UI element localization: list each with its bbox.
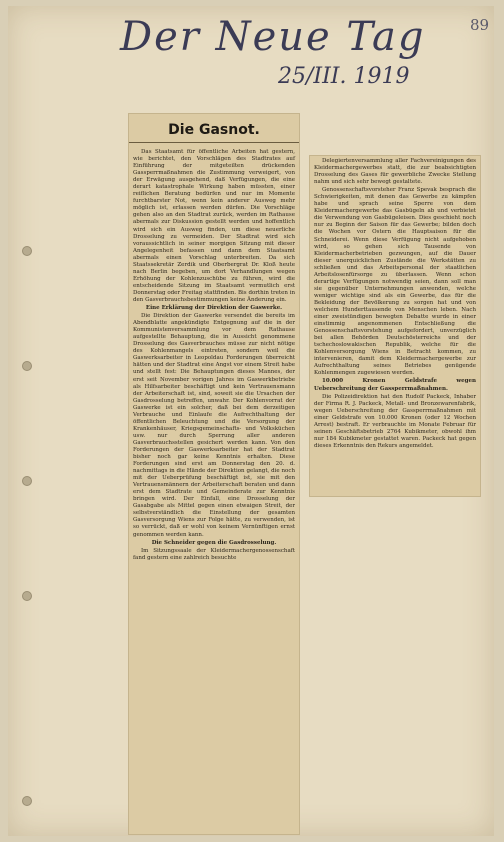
- punch-hole: [22, 361, 32, 371]
- article-subheading: 10.000 Kronen Geldstrafe wegen Ueberschreitung der Gassperrmaßnahmen.: [314, 378, 476, 392]
- archival-page: [8, 6, 494, 836]
- article-title: Die Gasnot.: [129, 122, 299, 143]
- article-paragraph: Die Polizeidirektion hat den Rudolf Packeck, Inhaber der Firma R. J. Packeck, Metall- und Bronzewarenfabrik, wegen Ueberschreitung der Gassperrmaßnahmen mit einer Geldstrafe von 10.000 Kronen (oder 12 Wochen Arrest) bestraft. Er verbrauchte im Monate Februar für seinen Geschäftsbetrieb 2764 Kubikmeter, obwohl ihm nur 184 Kubikmeter gestattet waren. Packeck hat gegen dieses Erkenntnis den Rekurs angemeldet.: [314, 393, 476, 449]
- punch-hole: [22, 476, 32, 486]
- article-subheading: Eine Erklärung der Direktion der Gaswerke.: [145, 305, 283, 312]
- article-paragraph: Delegiertenversammlung aller Fachvereinigungen des Kleidermachergewerbes statt, die zur beabsichtigten Drosselung des Gases für gewerbliche Zwecke Stellung nahm und sich sehr bewegt gestaltete.: [314, 158, 476, 186]
- handwritten-newspaper-title: Der Neue Tag: [120, 14, 426, 60]
- article-paragraph: Das Staatsamt für öffentliche Arbeiten hat gestern, wie berichtet, den Vorschlägen des Stadtrates auf Einführung der mitgeteilten drückenden Gassperrmaßnahmen die Zustimmung verweigert, von der Erwägung ausgehend, daß Verfügungen, die eine derart katastrophale Wirkung haben müssten, einer reiflichen Beratung bedürfen und nur im Momente furchtbarster Not, wenn kein anderer Ausweg mehr möglich ist, erlassen werden dürfen. Die Vorschläge gehen also an den Stadtrat zurück, werden im Rathause abermals zur Diskussion gestellt werden und hoffentlich wird sich ein Ausweg finden, um diese neuerliche Drosselung zu vermeiden. Der Stadtrat wird sich voraussichtlich in seiner morgigen Sitzung mit dieser Angelegenheit befassen und dann dem Staatsamt abermals einen Vorschlag unterbreiten. Da sich Staatssekretär Zerdik und Oberbergrat Dr. Kloß heute nach Berlin begeben, um dort Verhandlungen wegen Erhöhung der Kohlenzuschübe zu führen, wird die entscheidende Sitzung im Staatsamt vermutlich erst Donnerstag oder Freitag stattfinden. Bis dorthin treten in den Gasverbrauchsbestimmungen keine Änderung ein.: [133, 149, 295, 303]
- article-paragraph: Die Direktion der Gaswerke versendet die bereits im Abendblatte angekündigte Entgegnung auf die in der Kommunistenversammlung vor dem Rathause aufgestellte Behauptung, die in Aussicht genommene Drosselung des Gasverbrauches müsse zur nicht nötige des Kohlenmangels eintreten, sondern weil die Gaswerksarbeiter in Leopoldau Forderungen überreicht hätten und der Stadtrat eine Angst vor einem Streit habe und stellt fest: Die Behauptungen dieses Mannes, der erst seit November vorigen Jahres im Gaswerkbetriebe als Hilfsarbeiter beschäftigt und kein Vertrauensmann der Arbeiterschaft ist, sind, soweit sie die Ursachen der Gasdrosselung betreffen, unwahr. Der Kohlenvorrat der Gaswerke ist ein solcher, daß bei dem derzeitigen Verbrauche und Einlaufe die Aufrechthaltung der öffentlichen Beleuchtung und die Versorgung der Krankenhäuser, Kriegsgemeinschafts- und Volksküchen usw. nur durch Sperrung aller anderen Gasverbrauchsstellen gesichert werden kann. Von den Forderungen der Gaswerksarbeiter hat der Stadtrat bisher noch gar keine Kenntnis erhalten. Diese Forderungen sind erst am Donnerstag den 20. d. nachmittags in die Hände der Direktion gelangt, die noch mit der Ueberprüfung beschäftigt ist, sie mit den Vertrauensmännern der Arbeiterschaft beraten und dann erst dem Stadtrate und Gemeinderate zur Kenntnis bringen wird. Der Einfall, eine Drosselung der Gasabgabe als Mittel gegen einen etwaigen Streit, der selbstverständlich die Einstellung der gesamten Gasversorgung Wiens zur Folge hätte, zu verwenden, ist so verrückt, daß er wohl von keinem Vernünftigen ernst genommen werden kann.: [133, 313, 295, 538]
- article-paragraph: Im Sitzungssaale der Kleidermachergenossenschaft fand gestern eine zahlreich besuchte: [133, 547, 295, 561]
- handwritten-page-number: 89: [470, 16, 490, 34]
- punch-hole: [22, 246, 32, 256]
- article-subheading: Die Schneider gegen die Gasdrosselung.: [151, 539, 277, 546]
- handwritten-date: 25/III. 1919: [278, 64, 410, 89]
- article-paragraph: Genossenschaftsvorsteher Franz Spevak besprach die Schwierigkeiten, mit denen das Gewerbe zu kämpfen habe und sprach seine Sperre von dem Kleidermachergewerbe das Gasbügeln ab und verbietet die Verwendung von Gasbügeleisen. Dies geschieht noch nur zu Beginn der Saison für das Gewerbe; bilden doch die Wochen vor Ostern die Hauptsaison für die Schneiderei. Wenn diese Verfügung nicht aufgehoben wird, so gehen sich Tausende von Kleidermacherbetrieben gezwungen, auf die Dauer dieser unerquicklichen Zustände die Werkstätten zu schließen und das Arbeitspersonal der staatlichen Arbeitslosenfürsorge zu überlassen. Wenn schon derartige Verfügungen notwendig seien, dann soll man sie gegenüber Unternehmungen anwenden, welche weniger wichtige sind als ein Gewerbe, das für die Bekleidung der Bevölkerung zu sorgen hat und von welchem Hunderttausende von Menschen leben. Nach einer zweistündigen bewegten Debatte wurde in einer einstimmig angenommenen Entschließung die Genossenschaftsvorstehung aufgefordert, unverzüglich bei allen Behörden Deutschösterreichs und der tschechoslowakischen Republik, welche für die Kohlenversorgung Wiens in Betracht kommen, zu intervenieren, damit dem Kleidermachergewerbe zur Aufrechthaltung seines Betriebes genügende Kohlenmengen zugewiesen werden.: [314, 187, 476, 377]
- newspaper-clipping-left: [129, 114, 299, 834]
- newspaper-clipping-right: [310, 156, 480, 496]
- article-column-right: [310, 156, 480, 453]
- article-column-left: [129, 147, 299, 565]
- punch-hole: [22, 796, 32, 806]
- punch-hole: [22, 591, 32, 601]
